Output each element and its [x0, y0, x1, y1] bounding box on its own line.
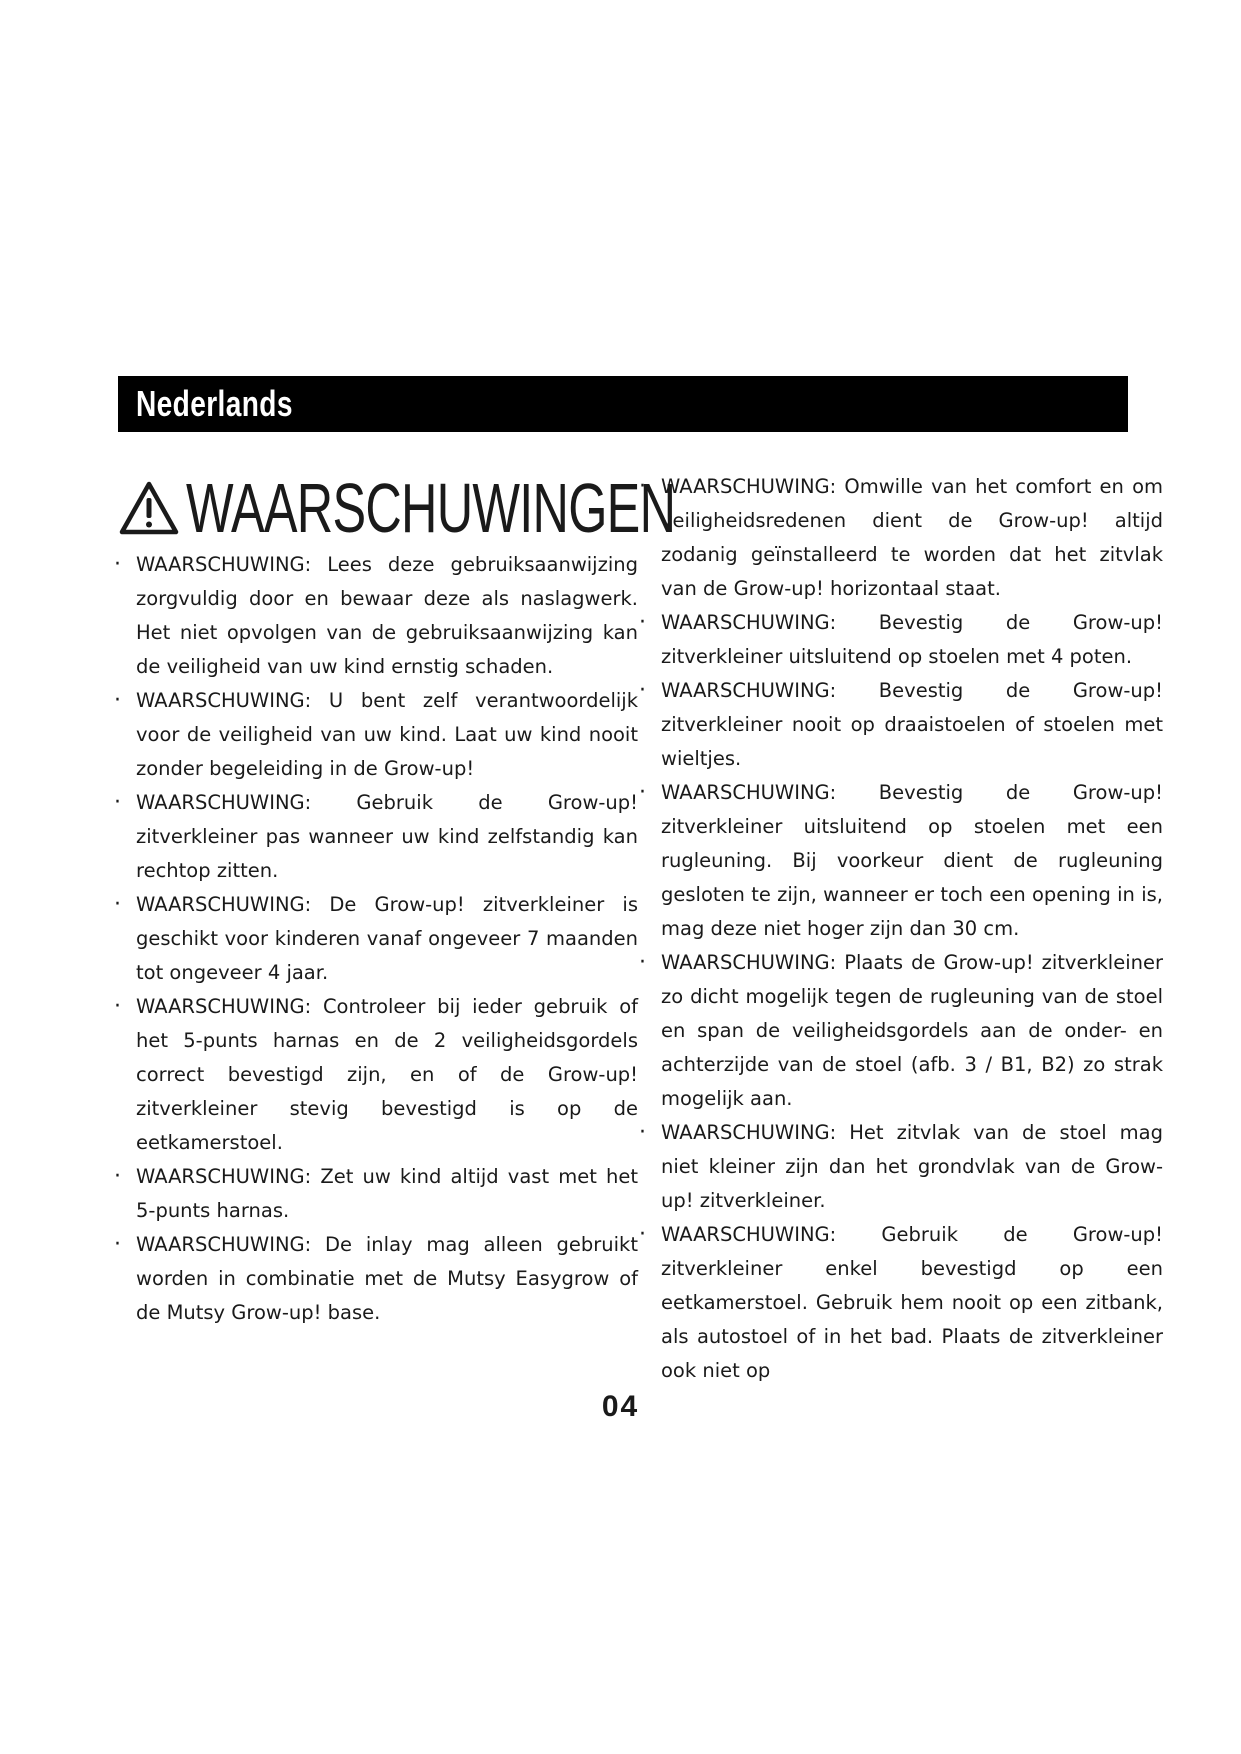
- warning-item: · WAARSCHUWING: Bevestig de Grow-up! zitverkleiner uitsluitend op stoelen met een rugleuning. Bij voorkeur dient de rugleuning gesloten te zijn, wanneer er toch een opening in is, mag deze niet hoger zijn dan 30 cm.: [643, 776, 1163, 946]
- warning-item: · WAARSCHUWING: Bevestig de Grow-up! zitverkleiner nooit op draaistoelen of stoelen met wieltjes.: [643, 674, 1163, 776]
- warning-item: · WAARSCHUWING: De inlay mag alleen gebruikt worden in combinatie met de Mutsy Easygrow of de Mutsy Grow-up! base.: [118, 1228, 638, 1330]
- left-column: [118, 469, 676, 1330]
- warning-triangle-icon: [118, 480, 180, 536]
- language-bar: [118, 376, 1128, 432]
- right-column: [643, 470, 1163, 1388]
- warning-item: · WAARSCHUWING: Lees deze gebruiksaanwijzing zorgvuldig door en bewaar deze als naslagwerk. Het niet opvolgen van de gebruiksaanwijzing kan de veiligheid van uw kind ernstig schaden.: [118, 548, 638, 684]
- warning-item: · WAARSCHUWING: Het zitvlak van de stoel mag niet kleiner zijn dan het grondvlak van de Grow-up! zitverkleiner.: [643, 1116, 1163, 1218]
- warning-item: · WAARSCHUWING: Gebruik de Grow-up! zitverkleiner enkel bevestigd op een eetkamerstoel. Gebruik hem nooit op een zitbank, als autostoel of in het bad. Plaats de zitverkleiner ook niet op: [643, 1218, 1163, 1388]
- page-number: 04: [601, 1390, 640, 1423]
- warning-item: · WAARSCHUWING: Zet uw kind altijd vast met het 5-punts harnas.: [118, 1160, 638, 1228]
- heading-title: WAARSCHUWINGEN: [186, 469, 676, 547]
- warning-item: · WAARSCHUWING: U bent zelf verantwoordelijk voor de veiligheid van uw kind. Laat uw kind nooit zonder begeleiding in de Grow-up!: [118, 684, 638, 786]
- warning-item: · WAARSCHUWING: Omwille van het comfort en om veiligheidsredenen dient de Grow-up! altijd zodanig geïnstalleerd te worden dat het zitvlak van de Grow-up! horizontaal staat.: [643, 470, 1163, 606]
- warning-item: · WAARSCHUWING: Bevestig de Grow-up! zitverkleiner uitsluitend op stoelen met 4 poten.: [643, 606, 1163, 674]
- language-label: Nederlands: [136, 383, 293, 424]
- warnings-heading: [118, 469, 676, 547]
- warning-item: · WAARSCHUWING: Gebruik de Grow-up! zitverkleiner pas wanneer uw kind zelfstandig kan rechtop zitten.: [118, 786, 638, 888]
- right-warnings-list: [643, 470, 1163, 1388]
- warning-item: · WAARSCHUWING: Controleer bij ieder gebruik of het 5-punts harnas en de 2 veiligheidsgordels correct bevestigd zijn, en of de Grow-up! zitverkleiner stevig bevestigd is op de eetkamerstoel.: [118, 990, 638, 1160]
- left-warnings-list: [118, 548, 638, 1330]
- warning-item: · WAARSCHUWING: De Grow-up! zitverkleiner is geschikt voor kinderen vanaf ongeveer 7 maanden tot ongeveer 4 jaar.: [118, 888, 638, 990]
- warning-item: · WAARSCHUWING: Plaats de Grow-up! zitverkleiner zo dicht mogelijk tegen de rugleuning van de stoel en span de veiligheidsgordels aan de onder- en achterzijde van de stoel (afb. 3 / B1, B2) zo strak mogelijk aan.: [643, 946, 1163, 1116]
